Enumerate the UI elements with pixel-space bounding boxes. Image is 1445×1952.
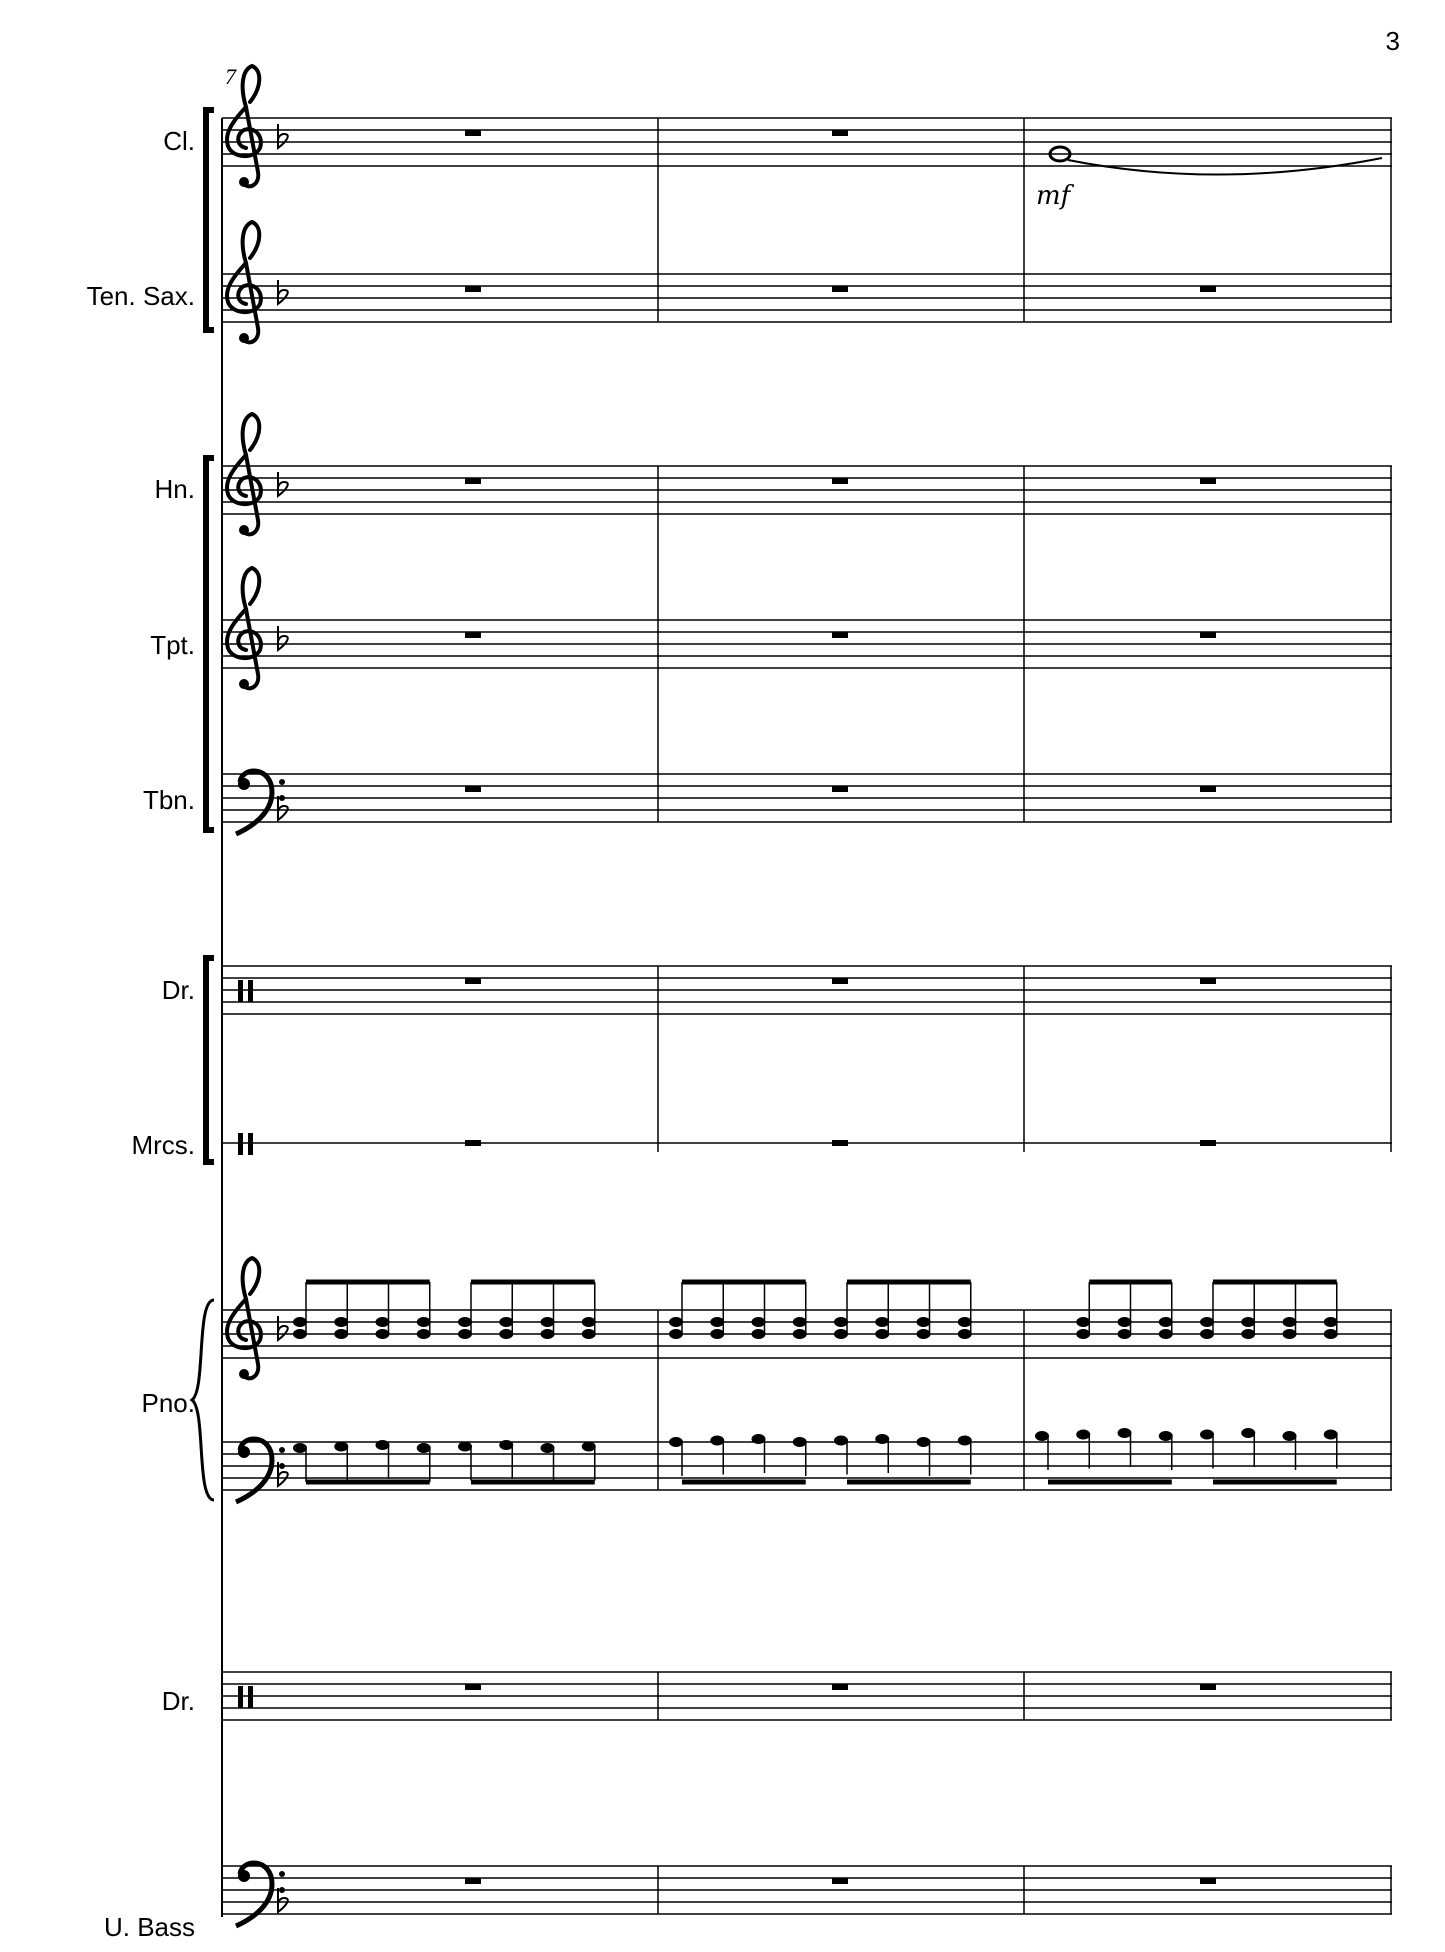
chord-note-icon bbox=[669, 1329, 683, 1339]
chord-note-icon bbox=[1118, 1317, 1132, 1327]
whole-rest-icon bbox=[465, 1140, 481, 1146]
chord-note-icon bbox=[334, 1317, 348, 1327]
percussion-clef-icon bbox=[238, 1686, 253, 1708]
chord-note-icon bbox=[1076, 1317, 1090, 1327]
chord-note-icon bbox=[417, 1317, 431, 1327]
piano-left-hand bbox=[293, 1428, 1338, 1482]
bass-note-icon bbox=[1076, 1430, 1090, 1440]
flat-icon bbox=[278, 124, 288, 148]
label-drums-2: Dr. bbox=[161, 1686, 195, 1716]
chord-note-icon bbox=[793, 1329, 807, 1339]
piano-brace-icon bbox=[192, 1300, 214, 1500]
group-brackets bbox=[206, 110, 214, 1162]
chord-note-icon bbox=[1200, 1317, 1214, 1327]
whole-rest-icon bbox=[1200, 978, 1216, 984]
chord-note-icon bbox=[1159, 1317, 1173, 1327]
chord-note-icon bbox=[752, 1317, 766, 1327]
label-drums-1: Dr. bbox=[161, 975, 195, 1005]
whole-rest-icon bbox=[465, 1684, 481, 1690]
whole-rest-icon bbox=[465, 978, 481, 984]
staff-piano bbox=[192, 1258, 1392, 1502]
chord-note-icon bbox=[293, 1317, 307, 1327]
bass-note-icon bbox=[1283, 1431, 1297, 1441]
label-maracas: Mrcs. bbox=[131, 1130, 195, 1160]
chord-note-icon bbox=[752, 1329, 766, 1339]
bass-note-icon bbox=[334, 1442, 348, 1452]
label-piano: Pno. bbox=[141, 1388, 195, 1418]
staff-trumpet bbox=[222, 568, 1392, 689]
bass-note-icon bbox=[293, 1443, 307, 1453]
chord-note-icon bbox=[541, 1317, 555, 1327]
treble-clef-icon bbox=[227, 1258, 261, 1379]
whole-rest-icon bbox=[465, 286, 481, 292]
bass-note-icon bbox=[917, 1437, 931, 1447]
flat-icon bbox=[278, 280, 288, 304]
bass-note-icon bbox=[834, 1436, 848, 1446]
chord-note-icon bbox=[710, 1317, 724, 1327]
chord-note-icon bbox=[1076, 1329, 1090, 1339]
bass-note-icon bbox=[710, 1436, 724, 1446]
whole-rest-icon bbox=[1200, 286, 1216, 292]
whole-rest-icon bbox=[1200, 1878, 1216, 1884]
chord-note-icon bbox=[417, 1329, 431, 1339]
chord-note-icon bbox=[669, 1317, 683, 1327]
flat-icon bbox=[278, 1316, 288, 1340]
label-trumpet: Tpt. bbox=[150, 630, 195, 660]
chord-note-icon bbox=[1200, 1329, 1214, 1339]
chord-note-icon bbox=[1118, 1329, 1132, 1339]
label-tenor-sax: Ten. Sax. bbox=[86, 281, 195, 311]
chord-note-icon bbox=[1283, 1317, 1297, 1327]
label-clarinet: Cl. bbox=[163, 126, 195, 156]
whole-rest-icon bbox=[1200, 1140, 1216, 1146]
whole-rest-icon bbox=[832, 1140, 848, 1146]
percussion-clef-icon bbox=[238, 980, 253, 1002]
bass-note-icon bbox=[1324, 1430, 1338, 1440]
label-upright-bass: U. Bass bbox=[103, 1912, 195, 1942]
chord-note-icon bbox=[834, 1329, 848, 1339]
chord-note-icon bbox=[1241, 1317, 1255, 1327]
label-trombone: Tbn. bbox=[142, 785, 195, 815]
chord-note-icon bbox=[1283, 1329, 1297, 1339]
whole-rest-icon bbox=[465, 130, 481, 136]
chord-note-icon bbox=[293, 1329, 307, 1339]
flat-icon bbox=[278, 472, 288, 496]
whole-rest-icon bbox=[832, 978, 848, 984]
whole-rest-icon bbox=[832, 632, 848, 638]
treble-clef-icon bbox=[227, 414, 261, 535]
bass-note-icon bbox=[1159, 1431, 1173, 1441]
chord-note-icon bbox=[917, 1329, 931, 1339]
staff-trombone bbox=[222, 771, 1392, 834]
chord-note-icon bbox=[958, 1329, 972, 1339]
bass-note-icon bbox=[1118, 1428, 1132, 1438]
chord-note-icon bbox=[793, 1317, 807, 1327]
staff-tenor-sax bbox=[222, 222, 1392, 343]
measure-number: 7 bbox=[225, 64, 236, 89]
staff-drums-2 bbox=[222, 1672, 1392, 1720]
whole-rest-icon bbox=[832, 130, 848, 136]
percussion-clef-icon bbox=[238, 1133, 253, 1155]
whole-rest-icon bbox=[832, 286, 848, 292]
chord-note-icon bbox=[1159, 1329, 1173, 1339]
chord-note-icon bbox=[958, 1317, 972, 1327]
bass-note-icon bbox=[958, 1436, 972, 1446]
chord-note-icon bbox=[458, 1329, 472, 1339]
bass-note-icon bbox=[458, 1442, 472, 1452]
chord-note-icon bbox=[376, 1329, 390, 1339]
chord-note-icon bbox=[499, 1329, 513, 1339]
chord-note-icon bbox=[1241, 1329, 1255, 1339]
staff-clarinet bbox=[222, 66, 1392, 322]
treble-clef-icon bbox=[227, 66, 261, 187]
staff-drums-1 bbox=[222, 966, 1392, 1152]
bass-note-icon bbox=[1200, 1430, 1214, 1440]
whole-rest-icon bbox=[832, 1878, 848, 1884]
chord-note-icon bbox=[1324, 1329, 1338, 1339]
bass-note-icon bbox=[499, 1440, 513, 1450]
whole-rest-icon bbox=[832, 1684, 848, 1690]
bass-note-icon bbox=[1035, 1431, 1049, 1441]
bass-note-icon bbox=[669, 1437, 683, 1447]
chord-note-icon bbox=[458, 1317, 472, 1327]
dynamic-mf: mf bbox=[1036, 181, 1071, 211]
chord-note-icon bbox=[710, 1329, 724, 1339]
label-horn: Hn. bbox=[154, 474, 195, 504]
bass-note-icon bbox=[417, 1443, 431, 1453]
staff-maracas bbox=[222, 1133, 1392, 1155]
treble-clef-icon bbox=[227, 222, 261, 343]
bass-note-icon bbox=[1241, 1428, 1255, 1438]
chord-note-icon bbox=[499, 1317, 513, 1327]
page-number: 3 bbox=[1385, 26, 1400, 56]
bass-note-icon bbox=[793, 1437, 807, 1447]
whole-rest-icon bbox=[465, 1878, 481, 1884]
staff-horn bbox=[222, 414, 1392, 822]
bass-note-icon bbox=[752, 1434, 766, 1444]
chord-note-icon bbox=[541, 1329, 555, 1339]
whole-rest-icon bbox=[1200, 786, 1216, 792]
whole-rest-icon bbox=[832, 478, 848, 484]
bass-note-icon bbox=[875, 1434, 889, 1444]
chord-note-icon bbox=[875, 1317, 889, 1327]
flat-icon bbox=[278, 626, 288, 650]
bass-note-icon bbox=[582, 1442, 596, 1452]
chord-note-icon bbox=[376, 1317, 390, 1327]
whole-rest-icon bbox=[465, 478, 481, 484]
chord-note-icon bbox=[917, 1317, 931, 1327]
whole-rest-icon bbox=[1200, 478, 1216, 484]
treble-clef-icon bbox=[227, 568, 261, 689]
chord-note-icon bbox=[334, 1329, 348, 1339]
whole-rest-icon bbox=[1200, 1684, 1216, 1690]
whole-rest-icon bbox=[1200, 632, 1216, 638]
whole-rest-icon bbox=[832, 786, 848, 792]
chord-note-icon bbox=[875, 1329, 889, 1339]
chord-note-icon bbox=[834, 1317, 848, 1327]
bass-note-icon bbox=[376, 1440, 390, 1450]
chord-note-icon bbox=[1324, 1317, 1338, 1327]
chord-note-icon bbox=[582, 1317, 596, 1327]
bass-note-icon bbox=[541, 1443, 555, 1453]
chord-note-icon bbox=[582, 1329, 596, 1339]
staff-upright-bass bbox=[222, 1863, 1392, 1926]
whole-rest-icon bbox=[465, 786, 481, 792]
whole-rest-icon bbox=[465, 632, 481, 638]
